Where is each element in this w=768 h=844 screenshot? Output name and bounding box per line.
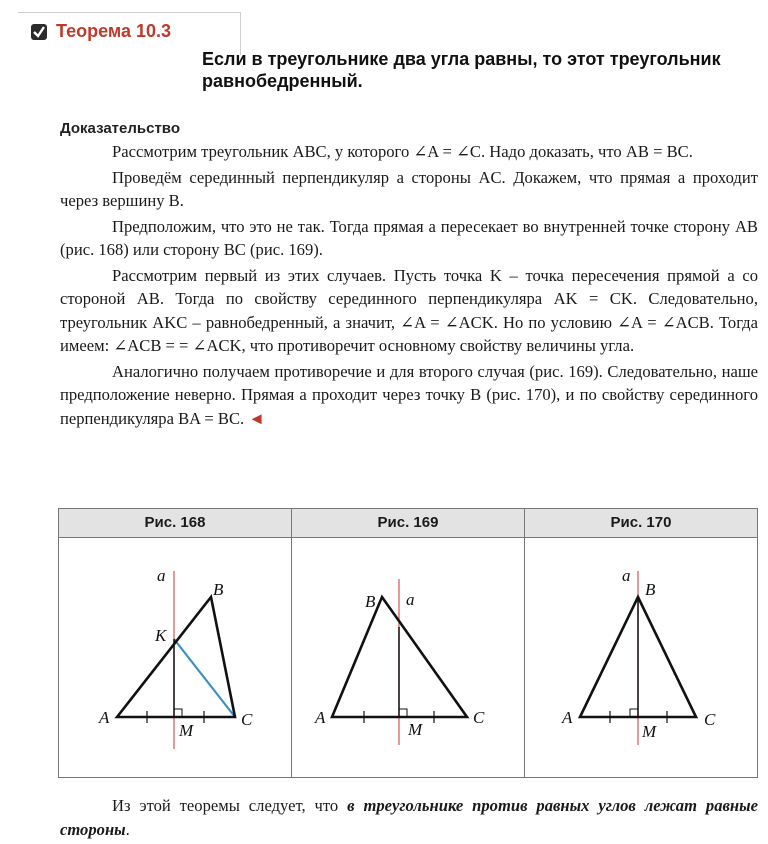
theorem-statement: Если в треугольнике два угла равны, то этот треугольник равнобедренный. — [202, 49, 721, 91]
proof-label: Доказательство — [60, 120, 180, 137]
proof-paragraph: Аналогично получаем противоречие и для второго случая (рис. 169). Следовательно, наше предположение неверно. Прямая a проходит через точку B (рис. 170), и по свойству серединного перпендикуляра BA = BC. — [60, 361, 758, 428]
label-b: B — [213, 580, 224, 599]
label-m: M — [642, 722, 657, 741]
conclusion-lead: Из этой теоремы следует, что — [112, 796, 348, 815]
proof-paragraph: Рассмотрим первый из этих случаев. Пусть точка K – точка пересечения прямой a со стороной AB. Тогда по свойству серединного перпендикуляра AK = CK. Следовательно, треугольник AKC – равнобедренный, а значит, ∠A = ∠ACK. Но по условию ∠A = ∠ACB. Тогда имеем: ∠ACB = = ∠ACK, что противоречит основному свойству величины угла. — [60, 265, 758, 355]
label-m: M — [179, 721, 194, 740]
conclusion — [60, 794, 758, 841]
label-b: B — [365, 592, 376, 611]
label-b: B — [645, 580, 656, 599]
checkbox-check-icon — [30, 23, 48, 41]
label-a: a — [406, 590, 415, 609]
theorem-title: Теорема 10.3 — [56, 21, 171, 41]
figures-drawing — [59, 509, 757, 777]
end-of-proof-marker: ◄ — [248, 408, 265, 428]
label-c: C — [473, 708, 485, 727]
figure-170 — [561, 566, 716, 745]
proof-paragraph: Рассмотрим треугольник ABC, у которого ∠A = ∠C. Надо доказать, что AB = BC. — [112, 142, 693, 161]
label-m: M — [408, 720, 423, 739]
figure-caption-170: Рис. 170 — [610, 514, 672, 531]
label-a-vertex: A — [99, 708, 110, 727]
figures-table — [58, 508, 758, 778]
label-a: a — [622, 566, 631, 585]
label-a-vertex: A — [315, 708, 326, 727]
label-k: K — [155, 626, 167, 645]
figure-168 — [98, 566, 253, 749]
triangle-abc — [117, 597, 235, 717]
figure-169 — [314, 579, 485, 745]
label-a-vertex: A — [562, 708, 573, 727]
proof-paragraph: Проведём серединный перпендикуляр a стороны AC. Докажем, что прямая a проходит через вершину B. — [60, 167, 758, 210]
proof-paragraph: Предположим, что это не так. Тогда прямая a пересекает во внутренней точке сторону AB (рис. 168) или сторону BC (рис. 169). — [60, 216, 758, 259]
proof-paragraph-last — [60, 360, 758, 431]
proof-body — [60, 140, 758, 432]
figure-caption-168: Рис. 168 — [144, 514, 206, 531]
conclusion-paragraph — [60, 794, 758, 841]
label-c: C — [241, 710, 253, 729]
segment-ck — [174, 639, 235, 717]
conclusion-tail: . — [125, 819, 130, 839]
label-a: a — [157, 566, 166, 585]
conclusion-emphasis: в треугольнике против равных углов лежат равные стороны — [60, 796, 759, 839]
label-c: C — [704, 710, 716, 729]
figure-caption-169: Рис. 169 — [377, 514, 439, 531]
